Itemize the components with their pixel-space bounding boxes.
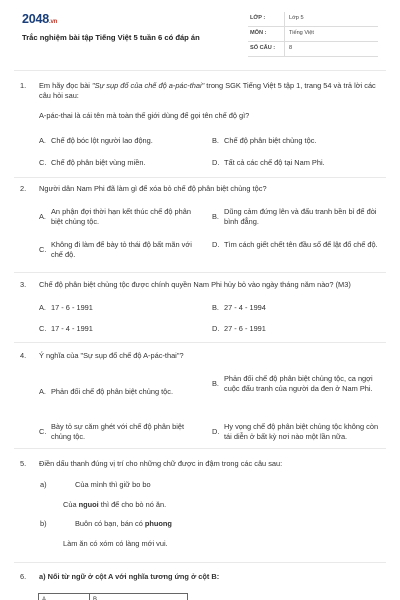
q4-option-b[interactable] bbox=[212, 374, 384, 394]
q2-option-a[interactable] bbox=[39, 207, 199, 227]
q2-option-b[interactable] bbox=[212, 207, 384, 227]
option-text: Phản đối chế độ phân biệt chủng tộc. bbox=[51, 387, 174, 396]
q3-option-a[interactable] bbox=[39, 303, 199, 313]
q4-option-a[interactable] bbox=[39, 387, 199, 397]
question-4-text: Ý nghĩa của "Sự sụp đổ chế độ A-pác-thai"? bbox=[39, 351, 184, 360]
meta-value: Lớp 5 bbox=[284, 12, 304, 27]
option-text: Phản đối chế độ phân biệt chủng tộc, ca ngợi cuộc đấu tranh của người da đen ở Nam Phi. bbox=[224, 374, 373, 393]
document-header bbox=[0, 0, 400, 62]
question-2-text: Người dân Nam Phi đã làm gì để xóa bỏ chế độ phân biệt chủng tộc? bbox=[39, 184, 267, 193]
column-b-header: B bbox=[93, 597, 98, 600]
q3-option-d[interactable] bbox=[212, 324, 384, 334]
q5-part-a-label: a) bbox=[40, 480, 47, 489]
q3-option-c[interactable] bbox=[39, 324, 199, 334]
meta-row-class bbox=[248, 12, 378, 27]
question-number: 3. bbox=[20, 280, 27, 289]
divider bbox=[14, 562, 386, 563]
q5-part-b-label: b) bbox=[40, 519, 47, 528]
option-letter: D. bbox=[212, 240, 220, 249]
q5-b-bold-word: phuong bbox=[144, 519, 172, 528]
option-letter: C. bbox=[39, 324, 47, 333]
q1-text-pre: Em hãy đọc bài bbox=[39, 81, 92, 90]
question-number: 2. bbox=[20, 184, 27, 193]
option-letter: C. bbox=[39, 244, 47, 254]
question-1-text bbox=[39, 81, 384, 101]
q5-part-b-line1 bbox=[75, 519, 172, 529]
question-number: 5. bbox=[20, 459, 27, 468]
meta-row-subject bbox=[248, 27, 378, 42]
meta-table bbox=[248, 12, 378, 57]
option-text: Tất cả các chế độ tại Nam Phi. bbox=[224, 158, 325, 167]
matching-table bbox=[38, 593, 188, 600]
q4-option-c[interactable] bbox=[39, 422, 199, 442]
q2-option-c[interactable] bbox=[39, 240, 199, 260]
q5-part-a-line2 bbox=[63, 500, 166, 510]
page-title: Trắc nghiệm bài tập Tiếng Việt 5 tuần 6 có đáp án bbox=[22, 33, 200, 42]
question-3-text: Chế độ phân biệt chủng tộc được chính quyền Nam Phi hủy bỏ vào ngày tháng năm nào? (M3) bbox=[39, 280, 351, 289]
option-text: An phận đợi thời hạn kết thúc chế độ phân biệt chủng tộc. bbox=[51, 207, 191, 226]
option-text: Dũng cảm đứng lên và đấu tranh bền bỉ để đòi bình đẳng. bbox=[224, 207, 377, 226]
q5-b-line1-pre: Buôn có bạn, bán có bbox=[75, 519, 145, 528]
option-letter: C. bbox=[39, 426, 47, 436]
option-letter: A. bbox=[39, 387, 46, 396]
q1-text-post: trong SGK Tiếng Việt 5 tập 1, trang 54 và trả lời các câu hỏi sau: bbox=[39, 81, 376, 100]
option-text: Không đi làm để bày tỏ thái độ bất mãn với chế độ. bbox=[51, 240, 192, 259]
option-letter: B. bbox=[212, 211, 219, 221]
divider bbox=[14, 448, 386, 449]
q1-option-b[interactable] bbox=[212, 136, 384, 146]
option-letter: D. bbox=[212, 324, 220, 333]
meta-key: SỐ CÂU : bbox=[250, 45, 276, 52]
option-text: 17 - 4 - 1991 bbox=[51, 324, 93, 333]
table-divider bbox=[89, 594, 90, 600]
q5-a-bold-word: nguoi bbox=[78, 500, 99, 509]
column-a-header: A bbox=[42, 597, 47, 600]
q1-text-title: "Sự sụp đổ của chế độ a-pác-thai" bbox=[92, 81, 205, 90]
option-letter: A. bbox=[39, 211, 46, 221]
q5-part-b-line2: Làm ăn có xóm có làng mới vui. bbox=[63, 539, 168, 548]
q1-option-a[interactable] bbox=[39, 136, 199, 146]
option-text: Bày tỏ sự căm ghét với chế độ phân biệt chủng tộc. bbox=[51, 422, 185, 441]
site-logo[interactable] bbox=[22, 11, 57, 28]
q2-option-d[interactable] bbox=[212, 240, 384, 250]
meta-key: LỚP : bbox=[250, 15, 266, 22]
option-text: 27 - 4 - 1994 bbox=[224, 303, 266, 312]
q5-a-line2-pre: Của bbox=[63, 500, 79, 509]
option-text: Chế độ phân biệt chủng tộc. bbox=[224, 136, 317, 145]
divider bbox=[14, 272, 386, 273]
divider bbox=[14, 342, 386, 343]
q4-option-d[interactable] bbox=[212, 422, 384, 442]
divider bbox=[14, 177, 386, 178]
meta-key: MÔN : bbox=[250, 30, 267, 37]
q5-part-a-line1: Của mình thì giữ bo bo bbox=[75, 480, 151, 489]
meta-row-count bbox=[248, 42, 378, 57]
option-letter: B. bbox=[212, 136, 219, 145]
question-number: 1. bbox=[20, 81, 27, 90]
option-text: Hy vọng chế độ phân biệt chủng tộc không còn tái diễn ở bất kỳ nơi nào một lần nữa. bbox=[224, 422, 379, 441]
question-6-text: a) Nối từ ngữ ở cột A với nghĩa tương ứng ở cột B: bbox=[39, 572, 220, 581]
option-text: Chế độ phân biệt vùng miền. bbox=[51, 158, 146, 167]
question-5-text: Điền dấu thanh đúng vị trí cho những chữ được in đậm trong các câu sau: bbox=[39, 459, 283, 468]
logo-main: 2048 bbox=[22, 12, 50, 26]
q3-option-b[interactable] bbox=[212, 303, 384, 313]
meta-value: Tiếng Việt bbox=[284, 27, 314, 42]
option-text: 17 - 6 - 1991 bbox=[51, 303, 93, 312]
option-text: Chế độ bóc lột người lao động. bbox=[51, 136, 153, 145]
divider bbox=[14, 70, 386, 71]
option-text: 27 - 6 - 1991 bbox=[224, 324, 266, 333]
option-text: Tìm cách giết chết tên đầu số để lật đổ chế độ. bbox=[224, 240, 378, 249]
option-letter: B. bbox=[212, 303, 219, 312]
question-number: 6. bbox=[20, 572, 27, 581]
question-1-subtext: A-pác-thai là cái tên mà toàn thế giới dùng để gọi tên chế độ gì? bbox=[39, 111, 250, 120]
option-letter: A. bbox=[39, 136, 46, 145]
option-letter: B. bbox=[212, 378, 219, 388]
q5-a-line2-post: thì để cho bò nó ăn. bbox=[98, 500, 167, 509]
q1-option-d[interactable] bbox=[212, 158, 384, 168]
option-letter: D. bbox=[212, 158, 220, 167]
option-letter: A. bbox=[39, 303, 46, 312]
meta-value: 8 bbox=[284, 42, 292, 57]
option-letter: C. bbox=[39, 158, 47, 167]
question-number: 4. bbox=[20, 351, 27, 360]
q1-option-c[interactable] bbox=[39, 158, 199, 168]
logo-suffix: .vn bbox=[49, 19, 58, 25]
option-letter: D. bbox=[212, 426, 220, 436]
